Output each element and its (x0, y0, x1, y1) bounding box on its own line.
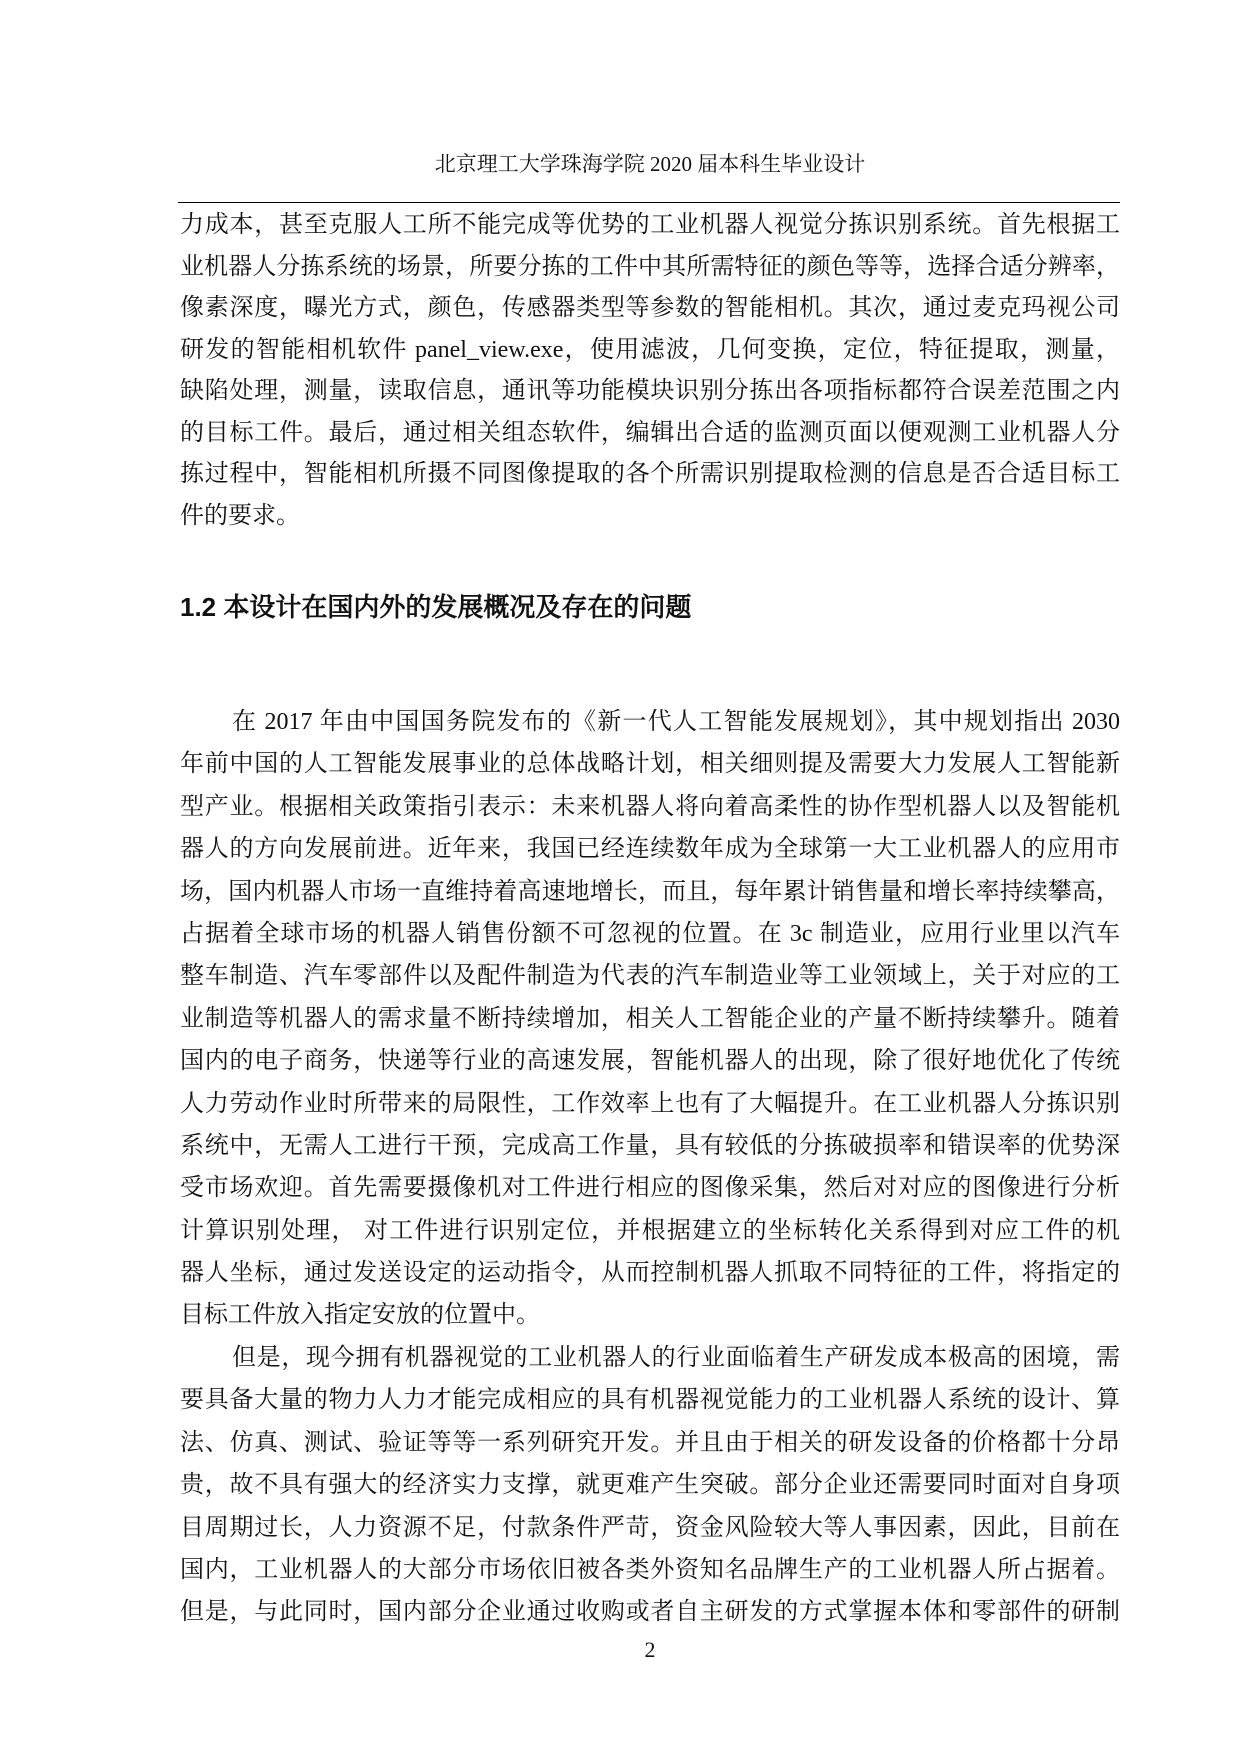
text-line: 的目标工件。最后，通过相关组态软件，编辑出合适的监测页面以便观测工业机器人分 (180, 419, 1120, 446)
text-line: 缺陷处理，测量，读取信息，通讯等功能模块识别分拣出各项指标都符合误差范围之内 (180, 378, 1120, 404)
text-line: 贵，故不具有强大的经济实力支撑，就更难产生突破。部分企业还需要同时面对自身项 (180, 1472, 1120, 1499)
text-line: 计算识别处理， 对工件进行识别定位，并根据建立的坐标转化关系得到对应工件的机 (180, 1217, 1120, 1244)
text-line: 系统中，无需人工进行干预，完成高工作量，具有较低的分拣破损率和错误率的优势深 (180, 1132, 1120, 1159)
paragraph (180, 205, 1120, 537)
text-line: 国内，工业机器人的大部分市场依旧被各类外资知名品牌生产的工业机器人所占据着。 (180, 1556, 1120, 1583)
text-line: 人力劳动作业时所带来的局限性，工作效率上也有了大幅提升。在工业机器人分拣识别 (180, 1090, 1120, 1117)
section-heading: 1.2 本设计在国内外的发展概况及存在的问题 (180, 592, 692, 622)
running-header: 北京理工大学珠海学院 2020 届本科生毕业设计 (434, 152, 866, 176)
text-line: 件的要求。 (180, 502, 300, 529)
text-line: 法、仿真、测试、验证等等一系列研究开发。并且由于相关的研发设备的价格都十分昂 (180, 1429, 1120, 1456)
text-line: 整车制造、汽车零部件以及配件制造为代表的汽车制造业等工业领域上，关于对应的工 (180, 963, 1120, 990)
text-line: 业机器人分拣系统的场景，所要分拣的工件中其所需特征的颜色等等，选择合适分辨率， (180, 253, 1120, 280)
text-line: 年前中国的人工智能发展事业的总体战略计划，相关细则提及需要大力发展人工智能新 (180, 751, 1120, 778)
text-line: 国内的电子商务，快递等行业的高速发展，智能机器人的出现，除了很好地优化了传统 (180, 1048, 1120, 1075)
text-line: 力成本，甚至克服人工所不能完成等优势的工业机器人视觉分拣识别系统。首先根据工 (180, 212, 1120, 238)
paragraph (180, 701, 1120, 1337)
text-line: 场，国内机器人市场一直维持着高速地增长，而且，每年累计销售量和增长率持续攀高， (180, 878, 1120, 905)
text-line: 受市场欢迎。首先需要摄像机对工件进行相应的图像采集，然后对对应的图像进行分析 (180, 1175, 1120, 1202)
header-rule (178, 202, 1120, 203)
text-line: 像素深度，曝光方式，颜色，传感器类型等参数的智能相机。其次，通过麦克玛视公司 (180, 295, 1120, 321)
text-line: 目标工件放入指定安放的位置中。 (180, 1302, 540, 1329)
text-line: 拣过程中，智能相机所摄不同图像提取的各个所需识别提取检测的信息是否合适目标工 (180, 461, 1120, 487)
text-line: 目周期过长，人力资源不足，付款条件严苛，资金风险较大等人事因素，因此，目前在 (180, 1514, 1120, 1541)
text-line: 器人坐标，通过发送设定的运动指令，从而控制机器人抓取不同特征的工件，将指定的 (180, 1260, 1120, 1287)
text-line: 要具备大量的物力人力才能完成相应的具有机器视觉能力的工业机器人系统的设计、算 (180, 1387, 1120, 1414)
text-line: 业制造等机器人的需求量不断持续增加，相关人工智能企业的产量不断持续攀升。随着 (180, 1005, 1120, 1032)
text-line: 占据着全球市场的机器人销售份额不可忽视的位置。在 3c 制造业，应用行业里以汽车 (180, 920, 1120, 947)
text-line: 器人的方向发展前进。近年来，我国已经连续数年成为全球第一大工业机器人的应用市 (180, 836, 1120, 863)
text-line: 研发的智能相机软件 panel_view.exe，使用滤波，几何变换，定位，特征提取，测量， (180, 336, 1120, 363)
text-line: 型产业。根据相关政策指引表示：未来机器人将向着高柔性的协作型机器人以及智能机 (180, 793, 1120, 820)
page-number: 2 (644, 1637, 656, 1662)
text-line: 但是，与此同时，国内部分企业通过收购或者自主研发的方式掌握本体和零部件的研制 (180, 1599, 1120, 1626)
text-line: 在 2017 年由中国国务院发布的《新一代人工智能发展规划》，其中规划指出 2030 (232, 709, 1120, 735)
text-line: 但是，现今拥有机器视觉的工业机器人的行业面临着生产研发成本极高的困境，需 (232, 1345, 1120, 1371)
paragraph (180, 1337, 1120, 1634)
